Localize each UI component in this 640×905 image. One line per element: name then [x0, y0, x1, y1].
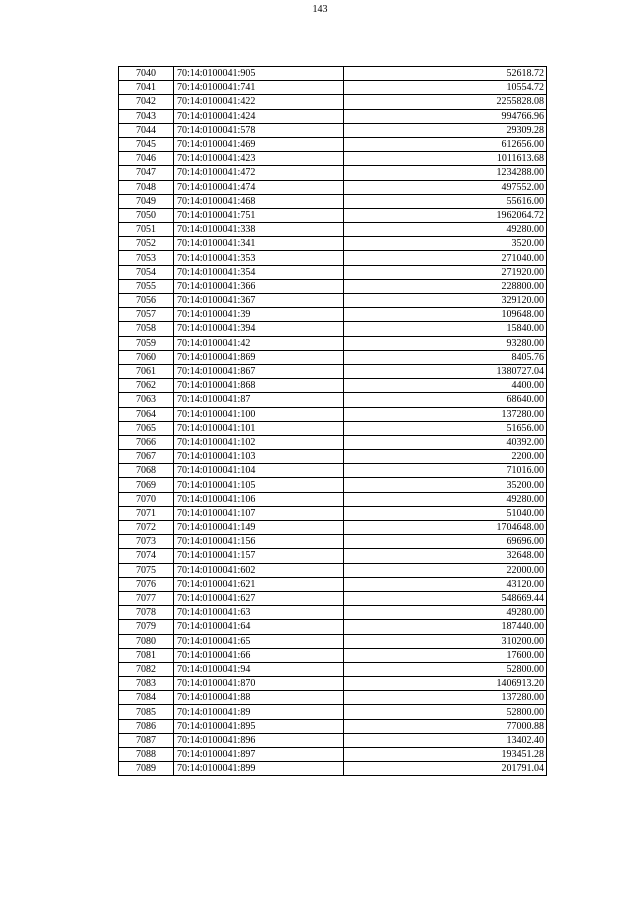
row-number-cell: 7082: [119, 662, 174, 676]
cadastral-value-cell: 201791.04: [344, 762, 547, 776]
row-number-cell: 7074: [119, 549, 174, 563]
row-number-cell: 7075: [119, 563, 174, 577]
cadastral-value-cell: 612656.00: [344, 137, 547, 151]
table-row: [119, 521, 547, 535]
row-number-cell: 7061: [119, 364, 174, 378]
row-number-cell: 7069: [119, 478, 174, 492]
row-number-cell: 7072: [119, 521, 174, 535]
cadastral-value-cell: 77000.88: [344, 719, 547, 733]
cadastral-number-cell: 70:14:0100041:341: [174, 237, 344, 251]
row-number-cell: 7084: [119, 691, 174, 705]
cadastral-number-cell: 70:14:0100041:39: [174, 308, 344, 322]
row-number-cell: 7057: [119, 308, 174, 322]
cadastral-number-cell: 70:14:0100041:424: [174, 109, 344, 123]
row-number-cell: 7059: [119, 336, 174, 350]
row-number-cell: 7083: [119, 677, 174, 691]
row-number-cell: 7044: [119, 123, 174, 137]
cadastral-value-cell: 137280.00: [344, 407, 547, 421]
cadastral-number-cell: 70:14:0100041:905: [174, 67, 344, 81]
row-number-cell: 7054: [119, 265, 174, 279]
table-row: [119, 166, 547, 180]
table-row: [119, 237, 547, 251]
cadastral-number-cell: 70:14:0100041:869: [174, 350, 344, 364]
cadastral-number-cell: 70:14:0100041:353: [174, 251, 344, 265]
cadastral-number-cell: 70:14:0100041:106: [174, 492, 344, 506]
row-number-cell: 7064: [119, 407, 174, 421]
table-row: [119, 549, 547, 563]
cadastral-number-cell: 70:14:0100041:867: [174, 364, 344, 378]
table-row: [119, 407, 547, 421]
cadastral-value-cell: 3520.00: [344, 237, 547, 251]
cadastral-value-table: [118, 66, 547, 776]
row-number-cell: 7058: [119, 322, 174, 336]
table-row: [119, 95, 547, 109]
table-row: [119, 563, 547, 577]
table-row: [119, 379, 547, 393]
table-row: [119, 137, 547, 151]
row-number-cell: 7080: [119, 634, 174, 648]
cadastral-value-cell: 13402.40: [344, 733, 547, 747]
table-row: [119, 577, 547, 591]
cadastral-value-cell: 69696.00: [344, 535, 547, 549]
table-row: [119, 251, 547, 265]
cadastral-value-cell: 228800.00: [344, 279, 547, 293]
row-number-cell: 7055: [119, 279, 174, 293]
cadastral-number-cell: 70:14:0100041:107: [174, 506, 344, 520]
cadastral-number-cell: 70:14:0100041:870: [174, 677, 344, 691]
cadastral-number-cell: 70:14:0100041:65: [174, 634, 344, 648]
table-row: [119, 606, 547, 620]
cadastral-value-cell: 2200.00: [344, 450, 547, 464]
row-number-cell: 7043: [119, 109, 174, 123]
row-number-cell: 7052: [119, 237, 174, 251]
table-row: [119, 719, 547, 733]
table-row: [119, 591, 547, 605]
table-row: [119, 294, 547, 308]
cadastral-number-cell: 70:14:0100041:578: [174, 123, 344, 137]
table-row: [119, 81, 547, 95]
cadastral-value-cell: 1011613.68: [344, 152, 547, 166]
row-number-cell: 7047: [119, 166, 174, 180]
cadastral-number-cell: 70:14:0100041:899: [174, 762, 344, 776]
row-number-cell: 7040: [119, 67, 174, 81]
row-number-cell: 7076: [119, 577, 174, 591]
cadastral-value-cell: 93280.00: [344, 336, 547, 350]
cadastral-number-cell: 70:14:0100041:897: [174, 748, 344, 762]
cadastral-value-cell: 1704648.00: [344, 521, 547, 535]
row-number-cell: 7050: [119, 208, 174, 222]
cadastral-number-cell: 70:14:0100041:101: [174, 421, 344, 435]
cadastral-number-cell: 70:14:0100041:157: [174, 549, 344, 563]
table-row: [119, 748, 547, 762]
row-number-cell: 7087: [119, 733, 174, 747]
table-row: [119, 634, 547, 648]
cadastral-value-cell: 15840.00: [344, 322, 547, 336]
row-number-cell: 7062: [119, 379, 174, 393]
cadastral-value-cell: 271040.00: [344, 251, 547, 265]
cadastral-number-cell: 70:14:0100041:88: [174, 691, 344, 705]
cadastral-number-cell: 70:14:0100041:100: [174, 407, 344, 421]
table-row: [119, 194, 547, 208]
cadastral-value-cell: 548669.44: [344, 591, 547, 605]
table-row: [119, 620, 547, 634]
cadastral-value-cell: 52618.72: [344, 67, 547, 81]
row-number-cell: 7079: [119, 620, 174, 634]
cadastral-value-cell: 55616.00: [344, 194, 547, 208]
cadastral-value-cell: 51040.00: [344, 506, 547, 520]
cadastral-value-cell: 71016.00: [344, 464, 547, 478]
cadastral-value-cell: 994766.96: [344, 109, 547, 123]
cadastral-number-cell: 70:14:0100041:64: [174, 620, 344, 634]
cadastral-number-cell: 70:14:0100041:63: [174, 606, 344, 620]
cadastral-number-cell: 70:14:0100041:102: [174, 435, 344, 449]
cadastral-value-cell: 329120.00: [344, 294, 547, 308]
table-row: [119, 350, 547, 364]
table-row: [119, 506, 547, 520]
cadastral-value-cell: 43120.00: [344, 577, 547, 591]
cadastral-value-cell: 2255828.08: [344, 95, 547, 109]
table-row: [119, 662, 547, 676]
cadastral-value-cell: 109648.00: [344, 308, 547, 322]
table-row: [119, 648, 547, 662]
cadastral-number-cell: 70:14:0100041:366: [174, 279, 344, 293]
cadastral-number-cell: 70:14:0100041:896: [174, 733, 344, 747]
cadastral-value-cell: 29309.28: [344, 123, 547, 137]
cadastral-value-cell: 32648.00: [344, 549, 547, 563]
cadastral-number-cell: 70:14:0100041:474: [174, 180, 344, 194]
cadastral-value-cell: 193451.28: [344, 748, 547, 762]
cadastral-number-cell: 70:14:0100041:472: [174, 166, 344, 180]
cadastral-number-cell: 70:14:0100041:367: [174, 294, 344, 308]
cadastral-value-cell: 271920.00: [344, 265, 547, 279]
cadastral-value-cell: 51656.00: [344, 421, 547, 435]
cadastral-value-cell: 497552.00: [344, 180, 547, 194]
table-row: [119, 535, 547, 549]
row-number-cell: 7068: [119, 464, 174, 478]
table-row: [119, 733, 547, 747]
table-row: [119, 223, 547, 237]
cadastral-value-cell: 4400.00: [344, 379, 547, 393]
cadastral-value-cell: 10554.72: [344, 81, 547, 95]
row-number-cell: 7067: [119, 450, 174, 464]
cadastral-value-cell: 40392.00: [344, 435, 547, 449]
cadastral-value-cell: 1962064.72: [344, 208, 547, 222]
row-number-cell: 7063: [119, 393, 174, 407]
cadastral-value-cell: 187440.00: [344, 620, 547, 634]
cadastral-value-cell: 1380727.04: [344, 364, 547, 378]
row-number-cell: 7088: [119, 748, 174, 762]
cadastral-number-cell: 70:14:0100041:751: [174, 208, 344, 222]
table-row: [119, 677, 547, 691]
cadastral-value-cell: 1234288.00: [344, 166, 547, 180]
cadastral-number-cell: 70:14:0100041:66: [174, 648, 344, 662]
table-row: [119, 364, 547, 378]
row-number-cell: 7053: [119, 251, 174, 265]
cadastral-value-cell: 137280.00: [344, 691, 547, 705]
table-row: [119, 265, 547, 279]
cadastral-value-cell: 68640.00: [344, 393, 547, 407]
cadastral-number-cell: 70:14:0100041:741: [174, 81, 344, 95]
table-row: [119, 279, 547, 293]
table-row: [119, 336, 547, 350]
row-number-cell: 7048: [119, 180, 174, 194]
table-row: [119, 180, 547, 194]
table-row: [119, 450, 547, 464]
row-number-cell: 7070: [119, 492, 174, 506]
cadastral-value-cell: 22000.00: [344, 563, 547, 577]
table-row: [119, 152, 547, 166]
cadastral-number-cell: 70:14:0100041:423: [174, 152, 344, 166]
cadastral-number-cell: 70:14:0100041:156: [174, 535, 344, 549]
cadastral-number-cell: 70:14:0100041:602: [174, 563, 344, 577]
table-row: [119, 322, 547, 336]
row-number-cell: 7077: [119, 591, 174, 605]
row-number-cell: 7046: [119, 152, 174, 166]
table-row: [119, 492, 547, 506]
table-row: [119, 691, 547, 705]
cadastral-number-cell: 70:14:0100041:394: [174, 322, 344, 336]
table-row: [119, 308, 547, 322]
table-row: [119, 67, 547, 81]
cadastral-number-cell: 70:14:0100041:422: [174, 95, 344, 109]
table-row: [119, 478, 547, 492]
cadastral-value-cell: 49280.00: [344, 223, 547, 237]
row-number-cell: 7045: [119, 137, 174, 151]
table-row: [119, 421, 547, 435]
cadastral-value-cell: 35200.00: [344, 478, 547, 492]
row-number-cell: 7086: [119, 719, 174, 733]
cadastral-value-cell: 1406913.20: [344, 677, 547, 691]
cadastral-number-cell: 70:14:0100041:621: [174, 577, 344, 591]
page-number: 143: [312, 4, 328, 15]
cadastral-value-cell: 52800.00: [344, 662, 547, 676]
row-number-cell: 7081: [119, 648, 174, 662]
cadastral-number-cell: 70:14:0100041:103: [174, 450, 344, 464]
row-number-cell: 7049: [119, 194, 174, 208]
cadastral-number-cell: 70:14:0100041:868: [174, 379, 344, 393]
cadastral-number-cell: 70:14:0100041:94: [174, 662, 344, 676]
cadastral-number-cell: 70:14:0100041:627: [174, 591, 344, 605]
cadastral-number-cell: 70:14:0100041:87: [174, 393, 344, 407]
row-number-cell: 7051: [119, 223, 174, 237]
table-row: [119, 435, 547, 449]
cadastral-number-cell: 70:14:0100041:338: [174, 223, 344, 237]
table-row: [119, 208, 547, 222]
row-number-cell: 7041: [119, 81, 174, 95]
cadastral-value-cell: 49280.00: [344, 492, 547, 506]
table-row: [119, 464, 547, 478]
cadastral-value-cell: 17600.00: [344, 648, 547, 662]
cadastral-number-cell: 70:14:0100041:468: [174, 194, 344, 208]
row-number-cell: 7089: [119, 762, 174, 776]
table-row: [119, 762, 547, 776]
row-number-cell: 7056: [119, 294, 174, 308]
cadastral-number-cell: 70:14:0100041:895: [174, 719, 344, 733]
cadastral-value-cell: 310200.00: [344, 634, 547, 648]
table-row: [119, 109, 547, 123]
row-number-cell: 7042: [119, 95, 174, 109]
row-number-cell: 7071: [119, 506, 174, 520]
cadastral-number-cell: 70:14:0100041:469: [174, 137, 344, 151]
cadastral-number-cell: 70:14:0100041:42: [174, 336, 344, 350]
cadastral-value-cell: 49280.00: [344, 606, 547, 620]
cadastral-number-cell: 70:14:0100041:105: [174, 478, 344, 492]
cadastral-value-cell: 52800.00: [344, 705, 547, 719]
cadastral-number-cell: 70:14:0100041:354: [174, 265, 344, 279]
row-number-cell: 7060: [119, 350, 174, 364]
row-number-cell: 7085: [119, 705, 174, 719]
cadastral-number-cell: 70:14:0100041:104: [174, 464, 344, 478]
row-number-cell: 7073: [119, 535, 174, 549]
table-row: [119, 123, 547, 137]
table-body: [119, 67, 547, 776]
cadastral-number-cell: 70:14:0100041:149: [174, 521, 344, 535]
table-row: [119, 393, 547, 407]
cadastral-value-cell: 8405.76: [344, 350, 547, 364]
table-row: [119, 705, 547, 719]
row-number-cell: 7065: [119, 421, 174, 435]
cadastral-number-cell: 70:14:0100041:89: [174, 705, 344, 719]
row-number-cell: 7078: [119, 606, 174, 620]
row-number-cell: 7066: [119, 435, 174, 449]
